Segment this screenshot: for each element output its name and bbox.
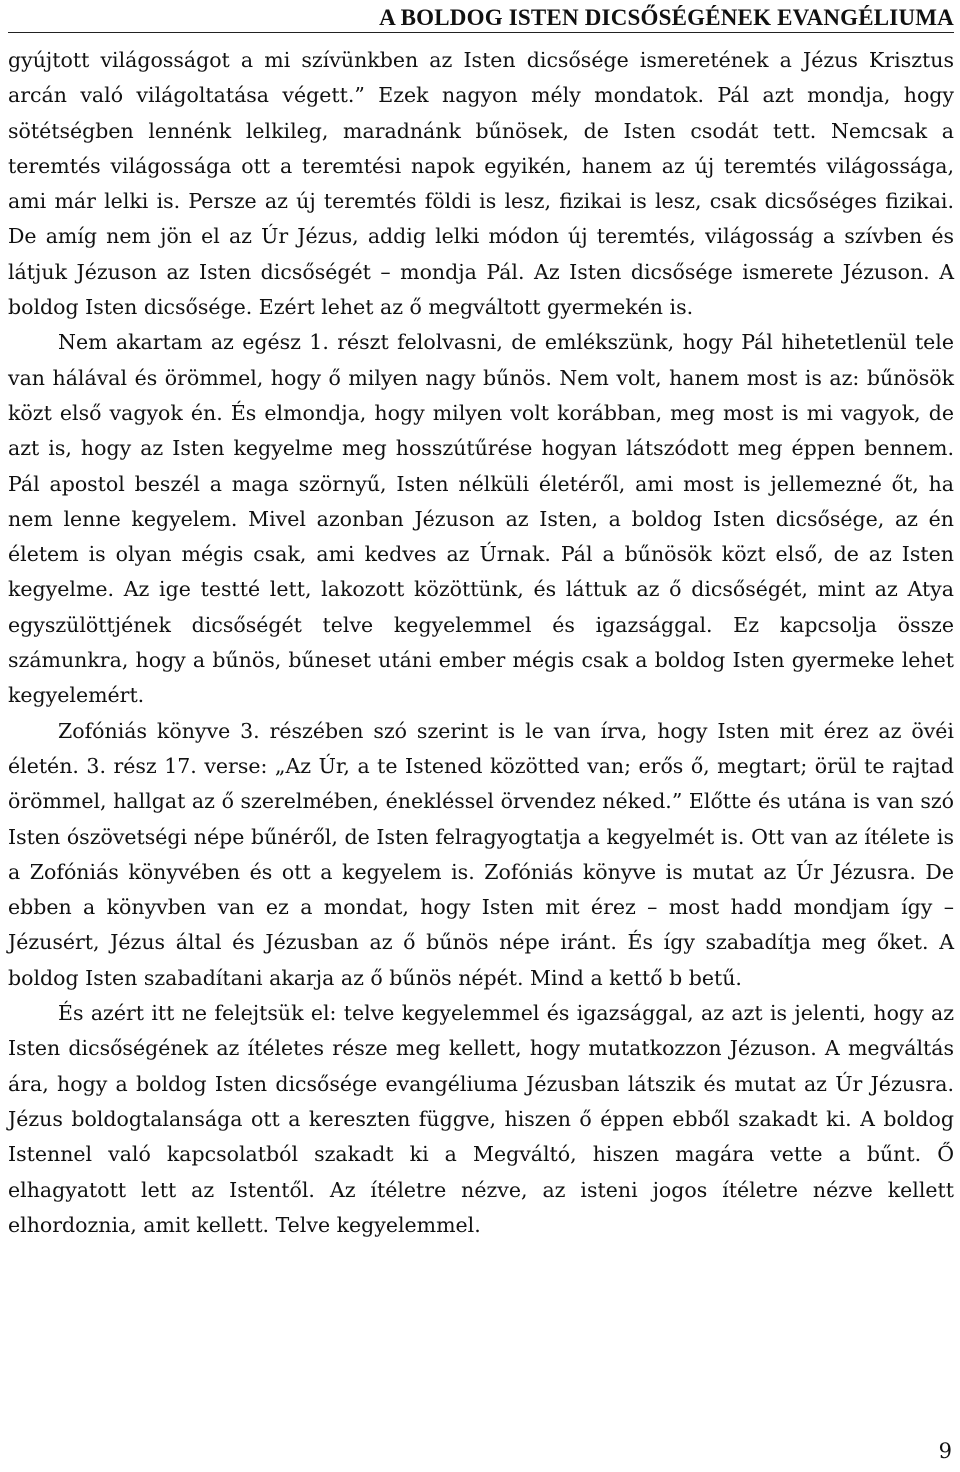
paragraph-4: És azért itt ne felejtsük el: telve kegyelemmel és igazsággal, az azt is jelenti, hogy az Isten dicsőségének az ítéletes része meg kellett, hogy mutatkozzon Jézuson. A megváltás ára, hogy a boldog Isten dicsősége evangéliuma Jézusban látszik és mutat az Úr Jézusra. Jézus boldogtalansága ott a kereszten függve, hiszen ő éppen ebből szakadt ki. A boldog Istennel való kapcsolatból szakadt ki a Megváltó, hiszen magára vette a bűnt. Ő elhagyatott lett az Istentől. Az ítéletre nézve, az isteni jogos ítéletre nézve kellett elhordoznia, amit kellett. Telve kegyelemmel. bbox=[8, 1001, 954, 1237]
page-number: 9 bbox=[938, 1439, 952, 1463]
paragraph-3: Zofóniás könyve 3. részében szó szerint is le van írva, hogy Isten mit érez az övéi életén. 3. rész 17. verse: „Az Úr, a te Istened közötted van; erős ő, megtart; örül te rajtad örömmel, hallgat az ő szerelmében, énekléssel örvendez néked.” Előtte és utána is van szó Isten ószövetségi népe bűnéről, de Isten felragyogtatja a kegyelmét is. Ott van az ítélete is a Zofóniás könyvében és ott a kegyelem is. Zofóniás könyve is mutat az Úr Jézusra. De ebben a könyvben van ez a mondat, hogy Isten mit érez – most hadd mondjam így – Jézusért, Jézus által és Jézusban az ő bűnös népe iránt. És így szabadítja meg őket. A boldog Isten szabadítani akarja az ő bűnös népét. Mind a kettő b betű. bbox=[8, 718, 954, 990]
paragraph-2: Nem akartam az egész 1. részt felolvasni, de emlékszünk, hogy Pál hihetetlenül tele van hálával és örömmel, hogy ő milyen nagy bűnös. Nem volt, hanem most is az: bűnösök közt első vagyok én. És elmondja, hogy milyen volt korábban, meg most is mi vagyok, de azt is, hogy az Isten kegyelme meg hosszútűrése hogyan látszódott meg éppen bennem. Pál apostol beszél a maga szörnyű, Isten nélküli életéről, ami most is jellemezné őt, ha nem lenne kegyelem. Mivel azonban Jézuson az Isten, a boldog Isten dicsősége, az én életem is olyan mégis csak, ami kedves az Úrnak. Pál a bűnösök közt első, de az Isten kegyelme. Az ige testté lett, lakozott közöttünk, és láttuk az ő dicsőségét, mint az Atya egyszülöttjének dicsőségét telve kegyelemmel és igazsággal. Ez kapcsolja össze számunkra, hogy a bűnös, bűneset utáni ember mégis csak a boldog Isten gyermeke lehet kegyelemért. bbox=[8, 330, 954, 708]
body-text bbox=[8, 43, 954, 1243]
paragraph-1: gyújtott világosságot a mi szívünkben az Isten dicsősége ismeretének a Jézus Krisztus arcán való világoltatása végett.” Ezek nagyon mély mondatok. Pál azt mondja, hogy sötétségben lennénk lelkileg, maradnánk bűnösek, de Isten csodát tett. Nemcsak a teremtés világossága ott a teremtési napok egyikén, hanem az új teremtés világossága, ami már lelki is. Persze az új teremtés földi is lesz, fizikai is lesz, csak dicsőséges fizikai. De amíg nem jön el az Úr Jézus, addig lelki módon új teremtés, világosság a szívben és látjuk Jézuson az Isten dicsőségét – mondja Pál. Az Isten dicsősége ismerete Jézuson. A boldog Isten dicsősége. Ezért lehet az ő megváltott gyermekén is. bbox=[8, 48, 954, 320]
document-page bbox=[8, 0, 954, 1472]
running-header: A BOLDOG ISTEN DICSŐSÉGÉNEK EVANGÉLIUMA bbox=[8, 0, 954, 33]
